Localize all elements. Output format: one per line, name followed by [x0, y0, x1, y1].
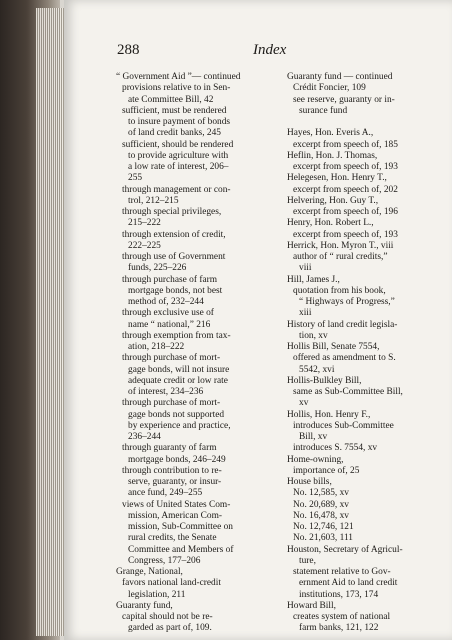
index-column-left [116, 72, 276, 635]
index-line: ture, [299, 555, 316, 566]
index-line: No. 12,746, 121 [293, 522, 354, 532]
index-line: see reserve, guaranty or in- [293, 94, 395, 105]
index-line: through extension of credit, [122, 229, 226, 240]
index-line: Grange, National, [116, 567, 183, 577]
index-line: sufficient, must be rendered [122, 105, 227, 116]
index-line: through contribution to re- [122, 465, 222, 476]
index-line: through use of Government [122, 252, 226, 262]
index-line: funds, 225–226 [128, 263, 187, 274]
index-line: through special privileges, [122, 207, 222, 217]
index-line: Bill, xv [299, 432, 328, 442]
index-line: 255 [128, 173, 143, 184]
page-number: 288 [117, 42, 140, 58]
index-line: excerpt from speech of, 193 [293, 162, 398, 172]
index-line: to provide agriculture with [128, 150, 229, 161]
index-line: sufficient, should be rendered [122, 139, 234, 150]
index-line: xv [299, 398, 309, 409]
index-line: xiii [299, 308, 312, 319]
index-line: 5542, xvi [299, 364, 335, 375]
index-line: through purchase of mort- [122, 398, 221, 409]
index-line: Helegesen, Hon. Henry T., [287, 173, 387, 184]
index-column-right [287, 72, 445, 635]
index-line: by experience and practice, [128, 420, 231, 431]
index-line: Hollis, Hon. Henry F., [287, 409, 371, 420]
index-line: Hollis-Bulkley Bill, [287, 375, 362, 386]
index-line: Guaranty fund — continued [287, 72, 393, 82]
index-line: method of, 232–244 [128, 297, 204, 307]
index-line: tion, xv [299, 330, 328, 341]
index-line: Congress, 177–206 [128, 555, 201, 566]
index-line: Committee and Members of [128, 544, 234, 555]
index-line: of land credit banks, 245 [128, 128, 221, 139]
index-line: mission, American Com- [128, 510, 223, 521]
index-line: 236–244 [128, 432, 161, 442]
index-line: quotation from his book, [293, 285, 386, 296]
index-line: History of land credit legisla- [287, 319, 398, 330]
index-line: views of United States Com- [122, 499, 231, 510]
running-head: Index [253, 42, 287, 58]
index-line: through purchase of mort- [122, 353, 221, 364]
index-line: Crédit Foncier, 109 [293, 83, 366, 94]
index-line: Home-owning, [287, 454, 344, 465]
index-line: Henry, Hon. Robert L., [287, 218, 374, 229]
index-line: Hollis Bill, Senate 7554, [287, 342, 380, 352]
index-line: provisions relative to in Sen- [122, 83, 231, 94]
index-line: institutions, 173, 174 [299, 589, 379, 600]
index-line: introduces Sub-Committee [293, 420, 394, 431]
index-line: No. 12,585, xv [293, 488, 349, 499]
index-line: mortgage bonds, not best [128, 285, 223, 296]
index-line: through exclusive use of [122, 308, 214, 319]
index-line: a low rate of interest, 206– [128, 162, 229, 172]
index-line: farm banks, 121, 122 [299, 623, 379, 634]
index-line: same as Sub-Committee Bill, [293, 387, 403, 397]
index-line: gage bonds not supported [128, 409, 225, 420]
index-line: legislation, 211 [128, 589, 186, 600]
index-line: Hayes, Hon. Everis A., [287, 128, 374, 139]
index-line: serve, guaranty, or insur- [128, 477, 222, 487]
index-line: favors national land-credit [122, 578, 221, 589]
index-line: Herrick, Hon. Myron T., viii [287, 240, 394, 251]
index-line: offered as amendment to S. [293, 353, 396, 364]
index-line: “ Highways of Progress,” [299, 297, 395, 307]
index-line: introduces S. 7554, xv [293, 443, 378, 454]
index-line: creates system of national [293, 612, 391, 622]
index-line: surance fund [299, 105, 348, 116]
index-line: through purchase of farm [122, 274, 218, 285]
index-line: gage bonds, will not insure [128, 364, 230, 375]
index-line: mission, Sub-Committee on [128, 522, 233, 532]
index-line: trol, 212–215 [128, 195, 179, 206]
index-line: “ Government Aid ”— continued [116, 72, 241, 82]
index-line: statement relative to Gov- [293, 567, 391, 577]
index-line: No. 20,689, xv [293, 499, 349, 510]
index-line: through guaranty of farm [122, 443, 217, 454]
index-line: adequate credit or low rate [128, 375, 228, 386]
index-line: 222–225 [128, 240, 161, 251]
index-line: No. 16,478, xv [293, 510, 349, 521]
index-line: to insure payment of bonds [128, 117, 231, 127]
index-line: ernment Aid to land credit [299, 578, 398, 589]
index-line: garded as part of, 109. [128, 623, 212, 634]
index-line: mortgage bonds, 246–249 [128, 454, 226, 465]
index-line: author of “ rural credits,” [293, 252, 388, 262]
index-line: viii [299, 263, 312, 274]
index-line: importance of, 25 [293, 465, 360, 476]
index-line: Helvering, Hon. Guy T., [287, 195, 379, 206]
index-line: No. 21,603, 111 [293, 533, 353, 544]
index-line: through management or con- [122, 184, 231, 195]
index-line: rural credits, the Senate [128, 533, 217, 544]
index-line: Heflin, Hon. J. Thomas, [287, 150, 378, 161]
index-line: Guaranty fund, [116, 600, 173, 611]
index-line: excerpt from speech of, 196 [293, 207, 398, 217]
index-line: House bills, [287, 477, 332, 487]
index-line: ance fund, 249–255 [128, 488, 203, 499]
index-line: of interest, 234–236 [128, 387, 204, 397]
index-line [287, 117, 445, 128]
index-line: Hill, James J., [287, 274, 340, 285]
index-line: 215–222 [128, 218, 161, 229]
index-line: Houston, Secretary of Agricul- [287, 544, 403, 555]
index-line: excerpt from speech of, 202 [293, 184, 398, 195]
index-line: ate Committee Bill, 42 [128, 94, 214, 105]
index-line: ation, 218–222 [128, 342, 185, 352]
index-line: through exemption from tax- [122, 330, 231, 341]
index-line: excerpt from speech of, 185 [293, 139, 398, 150]
index-line: Howard Bill, [287, 600, 336, 611]
index-line: excerpt from speech of, 193 [293, 229, 398, 240]
index-line: capital should not be re- [122, 612, 213, 622]
index-line: name “ national,” 216 [128, 319, 211, 330]
